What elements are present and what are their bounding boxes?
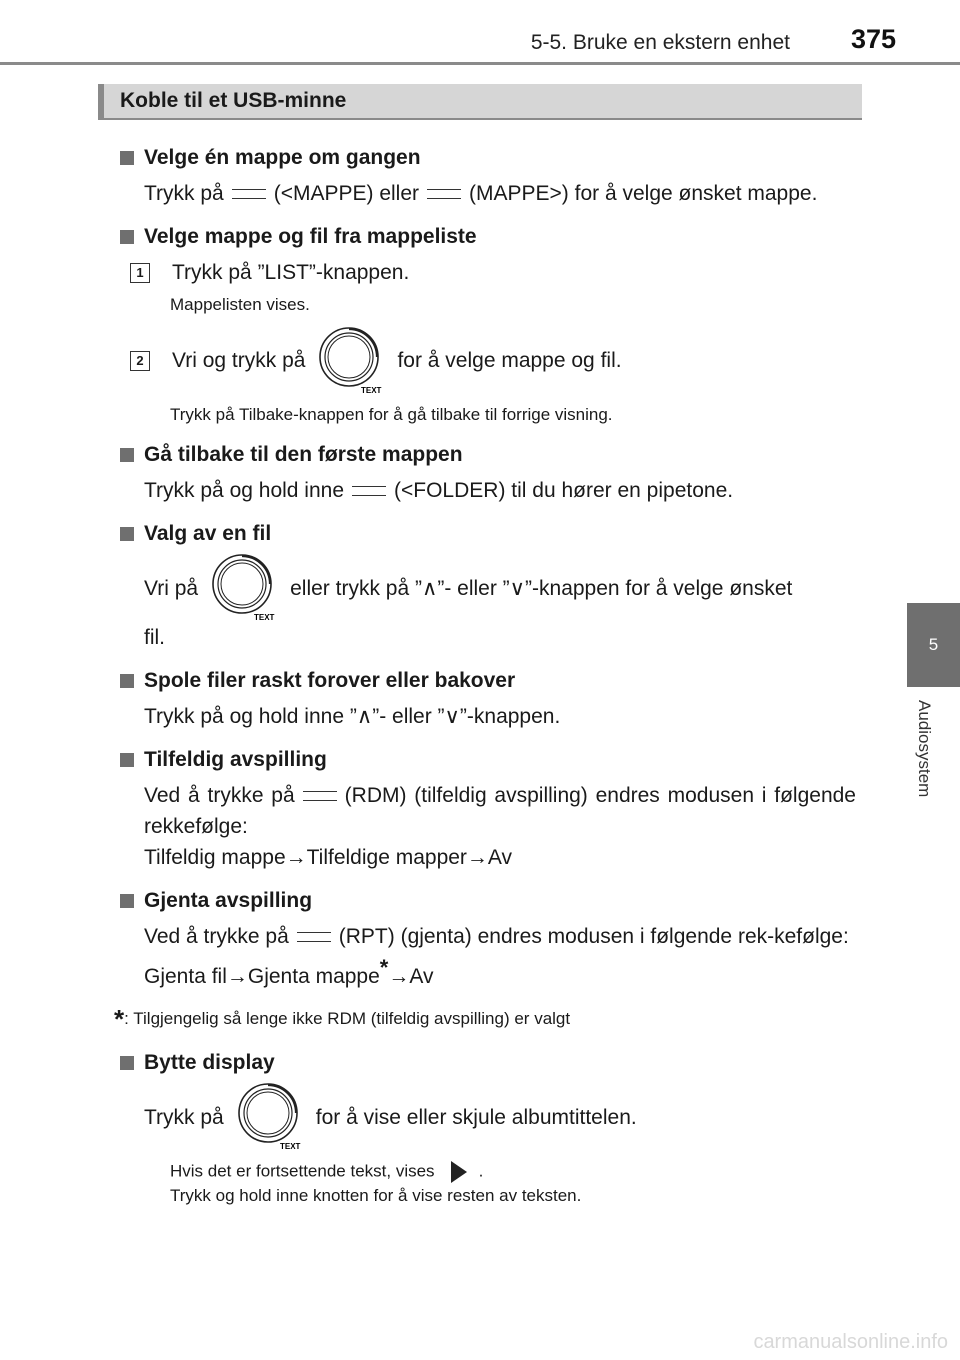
heading-valg-av-fil [120,520,856,548]
text: Trykk på [144,1105,224,1129]
section-title: Koble til et USB-minne [120,89,347,112]
paragraph-spole: Trykk på og hold inne ”∧”- eller ”∨”-knappen. [144,705,561,728]
button-icon [297,932,331,942]
header-section-title: 5-5. Bruke en ekstern enhet [530,31,790,54]
paragraph-gjenta [144,921,856,952]
section-header [98,84,862,120]
text: Gjenta fil→Gjenta mappe [144,965,380,988]
text: eller trykk på ”∧”- eller ”∨”-knappen for å velge ønsket [290,576,793,600]
text: (MAPPE>) for å velge ønsket mappe. [469,182,818,205]
continue-arrow-icon [449,1159,469,1185]
step-text: Vri og trykk på [172,349,306,372]
note-line-1 [170,1159,856,1185]
heading-text: Bytte display [144,1051,275,1074]
heading-forste-mappen [120,441,856,469]
heading-text: Valg av en fil [144,522,272,545]
line [144,1083,856,1151]
step-number: 1 [130,263,150,283]
footnote [114,1004,856,1035]
heading-velge-en-mappe [120,144,856,172]
footnote-marker: * [379,955,389,980]
text: . [478,1161,484,1181]
text: Ved å trykke på [144,784,295,807]
sequence-gjenta [144,952,856,992]
side-tab-label-text: Audiosystem [915,700,934,798]
tune-knob-icon [317,327,385,395]
header-rule [0,62,960,65]
heading-text: Spole filer raskt forover eller bakover [144,669,516,692]
step-text: Trykk på ”LIST”-knappen. [172,261,410,284]
heading-mappeliste [120,223,856,251]
text: Trykk på [144,182,224,205]
watermark: carmanualsonline.info [753,1331,948,1353]
paragraph-forste-mappen [144,475,856,506]
sequence-tilfeldig: Tilfeldig mappe→Tilfeldige mapper→Av [144,846,513,869]
step-2 [130,327,856,395]
paragraph-velge-en-mappe [144,178,856,209]
footnote-text: : Tilgjengelig så lenge ikke RDM (tilfeldig avspilling) er valgt [124,1009,571,1028]
heading-gjenta [120,887,856,915]
text: (RPT) (gjenta) endres modusen i følgende rek-kefølge: [338,925,849,948]
text: (<MAPPE) eller [273,182,420,205]
heading-bytte-display [120,1049,856,1077]
bullet-square-icon [120,230,134,244]
bullet-square-icon [120,448,134,462]
heading-text: Velge mappe og fil fra mappeliste [144,225,477,248]
button-icon [352,486,386,496]
text: Hvis det er fortsettende tekst, vises [170,1161,435,1181]
knob-label: TEXT [361,386,382,395]
bullet-square-icon [120,1056,134,1070]
tune-knob-icon [236,1083,304,1151]
heading-text: Tilfeldig avspilling [144,748,327,771]
button-icon [427,189,461,199]
heading-tilfeldig [120,746,856,774]
bullet-square-icon [120,753,134,767]
bullet-square-icon [120,151,134,165]
bullet-square-icon [120,894,134,908]
step-text: for å velge mappe og fil. [397,349,622,372]
note-line-2: Trykk og hold inne knotten for å vise resten av teksten. [170,1186,582,1205]
text: Trykk på og hold inne [144,479,345,502]
paragraph-tilfeldig [144,780,856,842]
side-tab-label [912,700,940,830]
side-tab-number: 5 [907,603,960,687]
knob-label: TEXT [279,1142,301,1151]
text: for å vise eller skjule albumtittelen. [315,1105,637,1129]
note-bytte-display [170,1159,856,1207]
text: Ved å trykke på [144,925,289,948]
heading-text: Velge én mappe om gangen [144,146,421,169]
text: Vri på [144,576,199,600]
bullet-square-icon [120,527,134,541]
content [114,130,856,1207]
paragraph-valg-av-fil [144,554,856,653]
heading-text: Gå tilbake til den første mappen [144,443,463,466]
button-icon [232,189,266,199]
knob-label: TEXT [254,613,275,622]
note-mappelisten: Mappelisten vises. [170,295,310,314]
heading-spole [120,667,856,695]
footnote-star: * [114,1004,125,1034]
tune-knob-icon [210,554,278,622]
bullet-square-icon [120,674,134,688]
text: fil. [144,626,165,649]
line [144,554,856,622]
paragraph-bytte-display [144,1083,856,1151]
step-number: 2 [130,351,150,371]
page-number: 375 [850,24,896,54]
step-1 [130,261,856,285]
text: (RDM) (tilfeldig avspilling) endres modusen i følgende rekkefølge: [144,784,856,838]
heading-text: Gjenta avspilling [144,889,313,912]
note-tilbake: Trykk på Tilbake-knappen for å gå tilbake til forrige visning. [170,405,613,424]
button-icon [303,791,337,801]
text: →Av [388,965,434,988]
text: (<FOLDER) til du hører en pipetone. [394,479,734,502]
